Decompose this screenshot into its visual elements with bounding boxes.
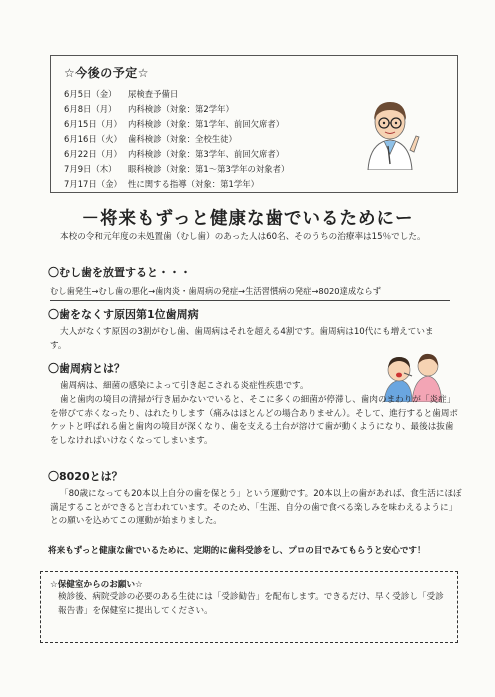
schedule-event: 内科検診（対象：第3学年、前回欠席者） xyxy=(128,149,285,159)
intro-text: 本校の令和元年度の未処置歯（むし歯）のあった人は60名、そのうちの治療率は15％でした。 xyxy=(60,232,426,242)
notice-text: 検診後、病院受診の必要のある生徒には「受診勧告」を配布します。できるだけ、早く受診し「受診報告書」を保健室に提出してください。 xyxy=(58,592,444,616)
schedule-date: 6月5日（金） xyxy=(64,89,117,99)
page-title: －将来もずっと健康な歯でいるためにー xyxy=(81,209,414,229)
closing-message: 将来もずっと健康な歯でいるために、定期的に歯科受診をし、プロの目でみてもらうと安心です！ xyxy=(48,546,426,556)
schedule-event: 内科検診（対象：第1学年、前回欠席者） xyxy=(128,119,285,129)
section-heading: 〇8020とは？ xyxy=(48,470,123,483)
schedule-title: ☆今後の予定☆ xyxy=(64,66,150,80)
section-text: 大人がなくす原因の3割がむし歯、歯周病はそれを超える4割です。歯周病は10代にも増えています。 xyxy=(50,327,434,351)
section-text: 「80歳になっても20本以上自分の歯を保とう」という運動です。20本以上の歯があれば、食生活にほぼ満足することができると言われています。そのため、「生涯、自分の歯で食べる楽しみを味わえるように」との願いを込めてこの運動が始まりました。 xyxy=(50,489,462,526)
section-heading: 〇歯をなくす原因第1位歯周病 xyxy=(48,308,199,321)
schedule-event: 歯科検診（対象：全校生徒） xyxy=(128,134,237,144)
schedule-event: 尿検査予備日 xyxy=(128,89,179,99)
cause-chain-text: むし歯発生→むし歯の悪化→歯肉炎・歯周病の発症→生活習慣病の発症→8020達成ならず xyxy=(50,286,382,296)
schedule-row xyxy=(64,163,289,175)
schedule-row xyxy=(64,148,284,160)
schedule-date: 7月9日（木） xyxy=(64,164,117,174)
schedule-date: 6月16日（火） xyxy=(64,134,122,144)
schedule-event: 性に関する指導（対象：第1学年） xyxy=(128,179,259,189)
dental-checkup-illustration xyxy=(382,340,442,402)
schedule-date: 6月8日（月） xyxy=(64,104,117,114)
schedule-date: 7月17日（金） xyxy=(64,179,122,189)
schedule-row xyxy=(64,88,178,100)
section-heading: 〇歯周病とは？ xyxy=(48,362,125,375)
section-text: 歯周病は、細菌の感染によって引き起こされる炎症性疾患です。 xyxy=(60,381,309,391)
schedule-event: 眼科検診（対象：第1～第3学年の対象者） xyxy=(128,164,290,174)
schedule-row xyxy=(64,103,234,115)
schedule-row xyxy=(64,118,284,130)
schedule-row xyxy=(64,178,259,190)
schedule-date: 6月22日（月） xyxy=(64,149,122,159)
section-heading: 〇むし歯を放置すると・・・ xyxy=(48,266,191,279)
schedule-date: 6月15日（月） xyxy=(64,119,122,129)
schedule-event: 内科検診（対象：第2学年） xyxy=(128,104,234,114)
schedule-row xyxy=(64,133,237,145)
doctor-illustration xyxy=(360,90,420,170)
notice-title: ☆保健室からのお願い☆ xyxy=(50,580,143,590)
underline-divider xyxy=(50,300,450,301)
section-text: 歯と歯肉の境目の清掃が行き届かないでいると、そこに多くの細菌が停滞し、歯肉のまわりが「炎症」を帯びて赤くなったり、はれたりします（痛みはほとんどの場合ありません）。そして、進行すると歯周ポケットと呼ばれる歯と歯肉の境目が深くなり、歯を支える土台が溶けて歯が動くようになり、最後は抜歯をしなければいけなくなってしまいます。 xyxy=(50,395,459,446)
